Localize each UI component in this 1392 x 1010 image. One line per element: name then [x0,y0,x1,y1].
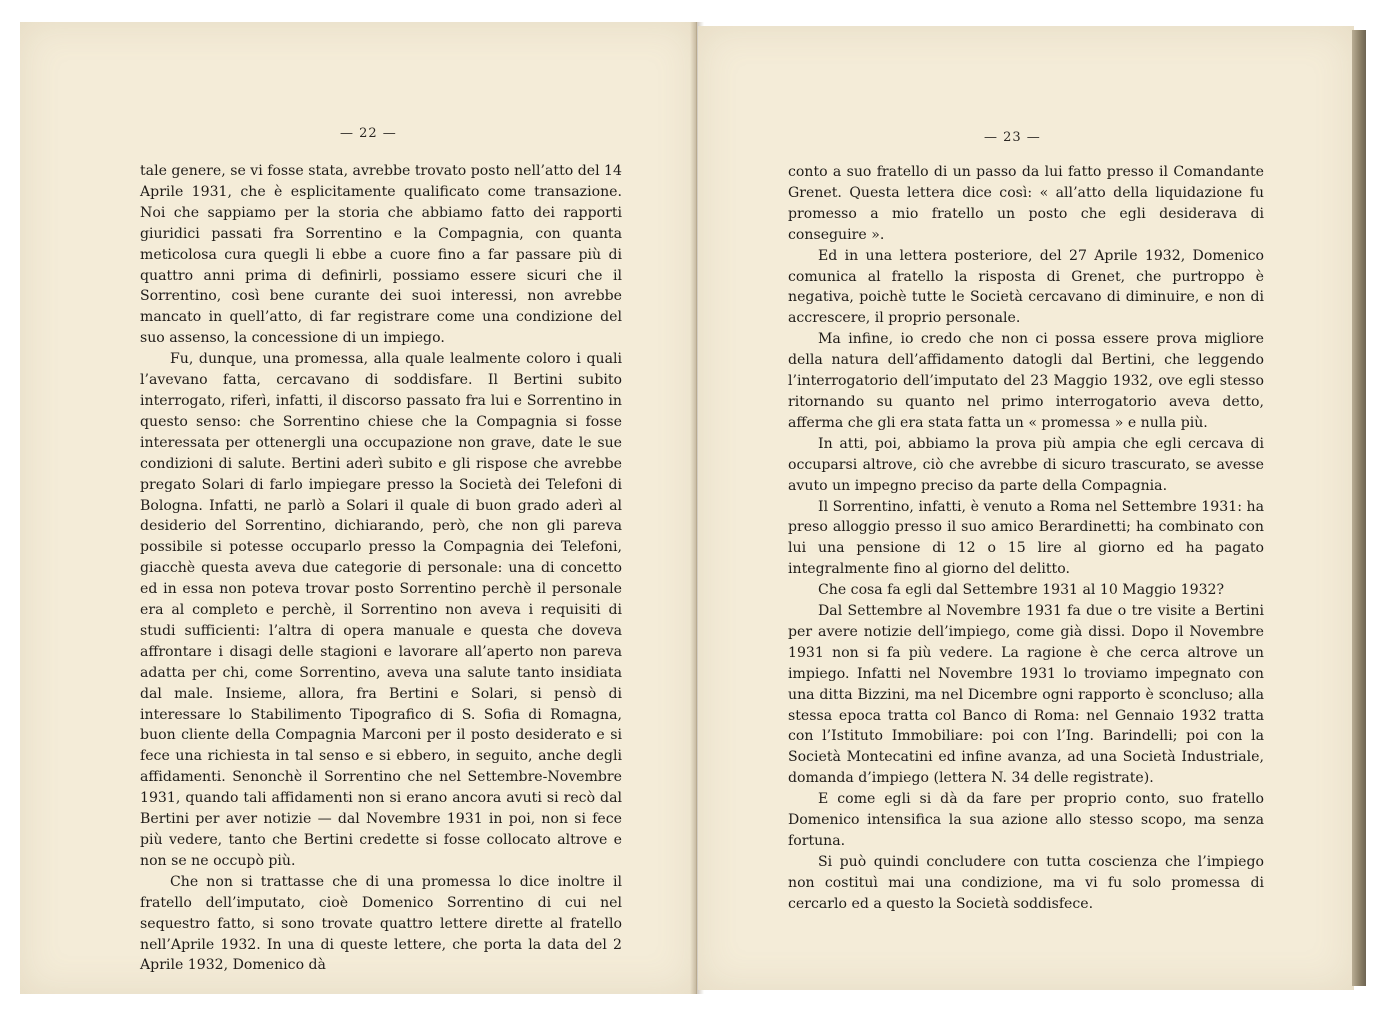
paragraph: Che cosa fa egli dal Settembre 1931 al 10 Maggio 1932? [818,582,1225,599]
left-page [20,22,697,994]
paragraph: conto a suo fratello di un passo da lui fatto presso il Comandante Grenet. Questa lettera dice così: « all’atto della liquidazione fu promesso a mio fratello un posto che egli desiderava di conseguire ». [788,164,1264,243]
paragraph: In atti, poi, abbiamo la prova più ampia che egli cercava di occuparsi altrove, ciò che avrebbe di sicuro trascurato, se avesse avuto un impegno preciso da parte della Compagnia. [788,435,1264,494]
paragraph: Dal Settembre al Novembre 1931 fa due o tre visite a Bertini per avere notizie dell’impiego, come già dissi. Dopo il Novembre 1931 non si fa più vedere. La ragione è che cerca altrove un impiego. Infatti nel Novembre 1931 lo troviamo impegnato con una ditta Bizzini, ma nel Dicembre ogni rapporto è sconcluso; alla stessa epoca tratta col Banco di Roma: nel Gennaio 1932 tratta con l’Istituto Immobiliare: poi con l’Ing. Barindelli; poi con la Società Montecatini ed infine avanza, ad una Società Industriale, domanda d’impiego (lettera N. 34 delle registrate). [788,603,1264,787]
page-number: — 23 — [984,130,1041,145]
page-text [788,162,1264,915]
paragraph: Fu, dunque, una promessa, alla quale lealmente coloro i quali l’avevano fatta, cercavano di soddisfare. Il Bertini subito interrogato, riferì, infatti, il discorso passato fra lui e Sorrentino in questo senso: che Sorrentino chiese che la Compagnia si fosse interessata per ottenergli una occupazione non grave, date le sue condizioni di salute. Bertini aderì subito e gli rispose che avrebbe pregato Solari di farlo impiegare presso la Società dei Telefoni di Bologna. Infatti, ne parlò a Solari il quale di buon grado aderì al desiderio del Sorrentino, dichiarando, però, che non gli pareva possibile si potesse occuparlo presso la Compagnia dei Telefoni, giacchè questa aveva due categorie di personale: una di concetto ed in essa non poteva trovar posto Sorrentino perchè il personale era al completo e perchè, il Sorrentino non aveva i requisiti di studi sufficienti: l’altra di opera manuale e questa che doveva affrontare i disagi delle stagioni e lavorare all’aperto non pareva adatta per chi, come Sorrentino, aveva una salute tanto insidiata dal male. Insieme, allora, fra Bertini e Solari, si pensò di interessare lo Stabilimento Tipografico di S. Sofia di Romagna, buon cliente della Compagnia Marconi per il posto desiderato e si fece una richiesta in tal senso e si ebbero, in seguito, anche degli affidamenti. Senonchè il Sorrentino che nel Settembre-Novembre 1931, quando tali affidamenti non si erano ancora avuti si recò dal Bertini per aver notizie — dal Novembre 1931 in poi, non si fece più vedere, tanto che Bertini credette si fosse collocato altrove e non se ne occupò più. [140,351,622,869]
paragraph: E come egli si dà da fare per proprio conto, suo fratello Domenico intensifica la sua azione allo stesso scopo, ma senza fortuna. [788,791,1264,849]
page-text [140,161,622,976]
right-page [698,26,1354,990]
paragraph: Ed in una lettera posteriore, del 27 Aprile 1932, Domenico comunica al fratello la risposta di Grenet, che purtroppo è negativa, poichè tutte le Società cercavano di diminuire, e non di accrescere, il proprio personale. [788,247,1264,327]
paragraph: Che non si trattasse che di una promessa lo dice inoltre il fratello dell’imputato, cioè Domenico Sorrentino di cui nel sequestro fatto, si sono trovate quattro lettere dirette al fratello nell’Aprile 1932. In una di queste lettere, che porta la data del 2 Aprile 1932, Domenico dà [140,873,622,974]
page-number: — 22 — [340,126,397,141]
page-block-edge [1352,30,1366,986]
paragraph: tale genere, se vi fosse stata, avrebbe trovato posto nell’atto del 14 Aprile 1931, che è esplicitamente qualificato come transazione. Noi che sappiamo per la storia che abbiamo fatto dei rapporti giuridici passati fra Sorrentino e la Compagnia, con quanta meticolosa cura quegli li ebbe a cuore fino a far passare più di quattro anni prima di definirli, possiamo essere sicuri che il Sorrentino, così bene curante dei suoi interessi, non avrebbe mancato in quell’atto, di far registrare come una condizione del suo assenso, la concessione di un impiego. [140,163,622,347]
paragraph: Ma infine, io credo che non ci possa essere prova migliore della natura dell’affidamento datogli dal Bertini, che leggendo l’interrogatorio dell’imputato del 23 Maggio 1932, ove egli stesso ritornando su quanto nel primo interrogatorio aveva detto, afferma che gli era stata fatta un « promessa » e nulla più. [788,331,1264,431]
paragraph: Il Sorrentino, infatti, è venuto a Roma nel Settembre 1931: ha preso alloggio presso il suo amico Berardinetti; ha combinato con lui una pensione di 12 o 15 lire al giorno ed ha pagato integralmente fino al giorno del delitto. [788,498,1264,578]
paragraph: Si può quindi concludere con tutta coscienza che l’impiego non costituì mai una condizione, ma vi fu solo promessa di cercarlo ed a questo la Società soddisfece. [788,853,1264,912]
